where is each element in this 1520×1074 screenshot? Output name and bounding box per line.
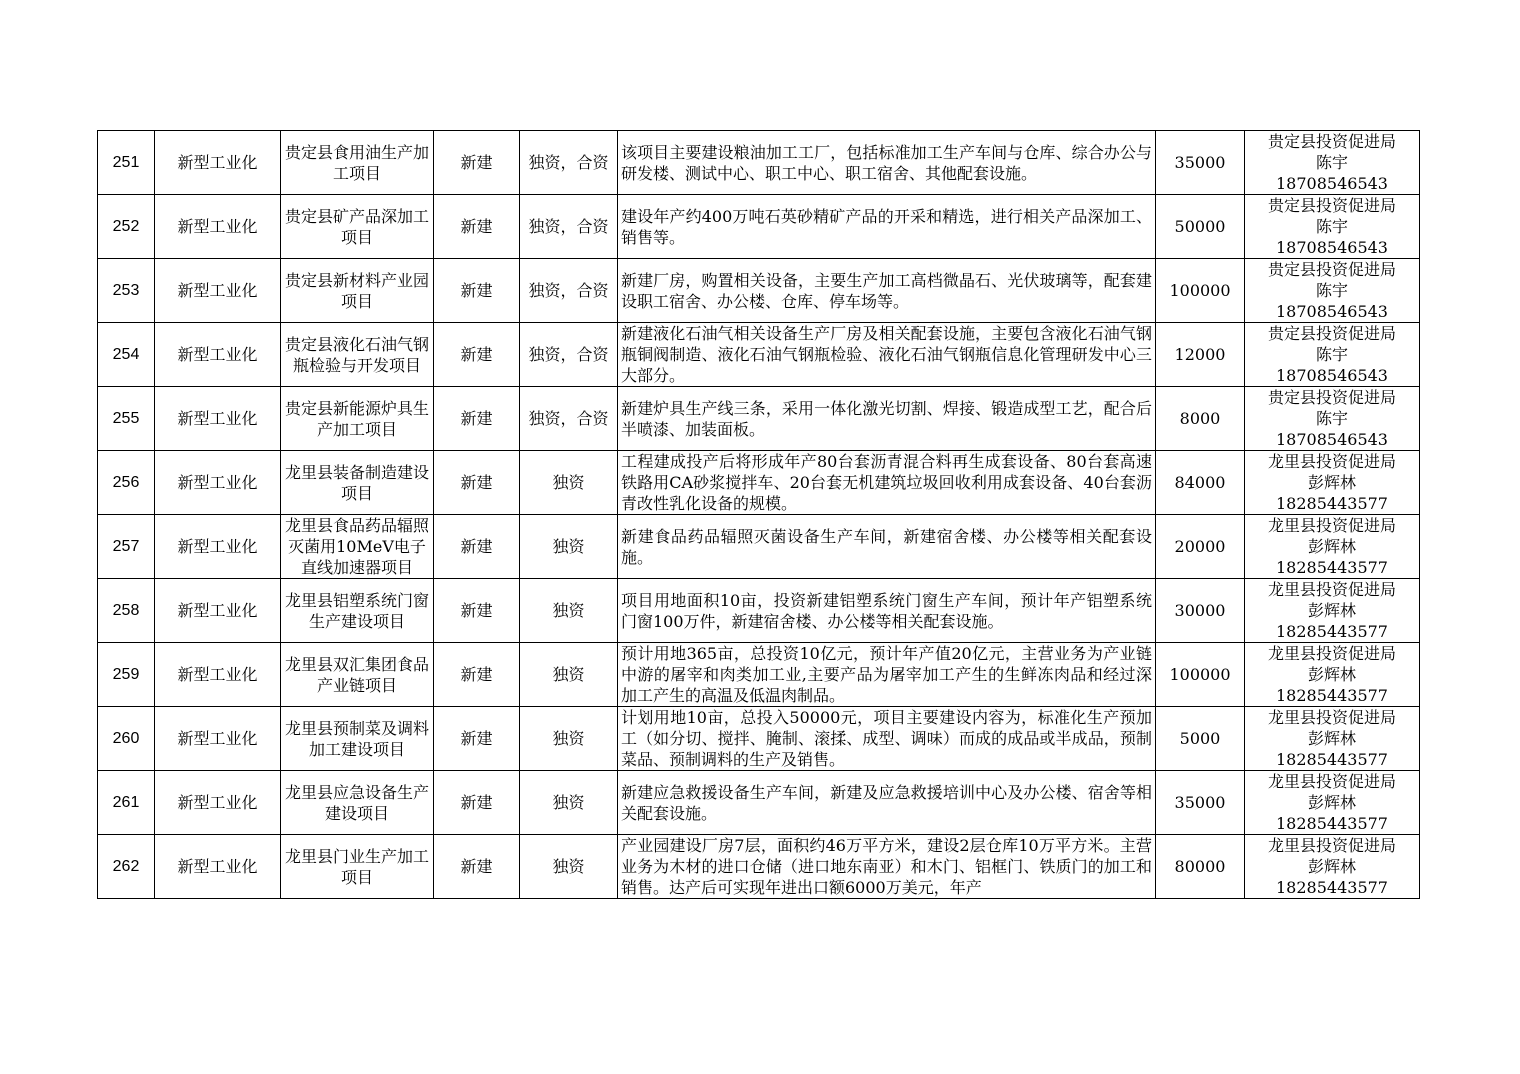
- contact-phone: 18708546543: [1276, 302, 1388, 321]
- table-row: [98, 643, 1420, 707]
- project-table: [97, 130, 1420, 899]
- contact-person: 彭辉林: [1307, 793, 1356, 812]
- row-number: 252: [98, 195, 155, 259]
- row-cooperation-mode: 独资: [520, 643, 618, 707]
- row-category: 新型工业化: [155, 259, 281, 323]
- contact-person: 彭辉林: [1307, 857, 1356, 876]
- row-contact: [1245, 195, 1420, 259]
- row-investment-amount: 30000: [1156, 579, 1245, 643]
- row-project-name: 龙里县门业生产加工项目: [281, 835, 434, 899]
- row-content: 该项目主要建设粮油加工工厂，包括标准加工生产车间与仓库、综合办公与研发楼、测试中心、职工中心、职工宿舍、其他配套设施。: [618, 131, 1156, 195]
- table-row: [98, 451, 1420, 515]
- row-contact: [1245, 451, 1420, 515]
- row-project-name: 龙里县预制菜及调料加工建设项目: [281, 707, 434, 771]
- row-investment-amount: 35000: [1156, 131, 1245, 195]
- row-project-name: 龙里县铝塑系统门窗生产建设项目: [281, 579, 434, 643]
- row-build-type: 新建: [434, 323, 520, 387]
- row-cooperation-mode: 独资，合资: [520, 387, 618, 451]
- row-contact: [1245, 131, 1420, 195]
- row-contact: [1245, 835, 1420, 899]
- row-investment-amount: 8000: [1156, 387, 1245, 451]
- row-content: 建设年产约400万吨石英砂精矿产品的开采和精选，进行相关产品深加工、销售等。: [618, 195, 1156, 259]
- contact-org: 龙里县投资促进局: [1267, 836, 1396, 855]
- contact-org: 贵定县投资促进局: [1267, 132, 1396, 151]
- row-investment-amount: 12000: [1156, 323, 1245, 387]
- row-build-type: 新建: [434, 707, 520, 771]
- contact-org: 龙里县投资促进局: [1267, 644, 1396, 663]
- row-cooperation-mode: 独资: [520, 515, 618, 579]
- row-contact: [1245, 579, 1420, 643]
- contact-person: 陈宇: [1315, 217, 1348, 236]
- contact-org: 龙里县投资促进局: [1267, 516, 1396, 535]
- table-row: [98, 195, 1420, 259]
- row-category: 新型工业化: [155, 707, 281, 771]
- row-build-type: 新建: [434, 771, 520, 835]
- row-contact: [1245, 771, 1420, 835]
- row-build-type: 新建: [434, 579, 520, 643]
- table-row: [98, 579, 1420, 643]
- contact-org: 贵定县投资促进局: [1267, 196, 1396, 215]
- row-content: 新建应急救援设备生产车间，新建及应急救援培训中心及办公楼、宿舍等相关配套设施。: [618, 771, 1156, 835]
- row-cooperation-mode: 独资: [520, 579, 618, 643]
- contact-person: 彭辉林: [1307, 537, 1356, 556]
- row-number: 254: [98, 323, 155, 387]
- contact-org: 龙里县投资促进局: [1267, 452, 1396, 471]
- contact-phone: 18285443577: [1276, 558, 1388, 577]
- contact-org: 贵定县投资促进局: [1267, 324, 1396, 343]
- row-build-type: 新建: [434, 835, 520, 899]
- row-build-type: 新建: [434, 195, 520, 259]
- row-project-name: 龙里县双汇集团食品产业链项目: [281, 643, 434, 707]
- row-number: 260: [98, 707, 155, 771]
- row-content: 项目用地面积10亩，投资新建铝塑系统门窗生产车间，预计年产铝塑系统门窗100万件，新建宿舍楼、办公楼等相关配套设施。: [618, 579, 1156, 643]
- row-investment-amount: 80000: [1156, 835, 1245, 899]
- row-category: 新型工业化: [155, 835, 281, 899]
- table-row: [98, 323, 1420, 387]
- contact-person: 陈宇: [1315, 345, 1348, 364]
- row-cooperation-mode: 独资: [520, 835, 618, 899]
- contact-phone: 18708546543: [1276, 174, 1388, 193]
- row-investment-amount: 100000: [1156, 259, 1245, 323]
- row-investment-amount: 50000: [1156, 195, 1245, 259]
- contact-phone: 18285443577: [1276, 686, 1388, 705]
- row-content: 新建食品药品辐照灭菌设备生产车间，新建宿舍楼、办公楼等相关配套设施。: [618, 515, 1156, 579]
- table-row: [98, 771, 1420, 835]
- row-build-type: 新建: [434, 451, 520, 515]
- row-project-name: 贵定县新材料产业园项目: [281, 259, 434, 323]
- row-number: 261: [98, 771, 155, 835]
- row-category: 新型工业化: [155, 323, 281, 387]
- row-contact: [1245, 707, 1420, 771]
- row-project-name: 龙里县装备制造建设项目: [281, 451, 434, 515]
- row-investment-amount: 20000: [1156, 515, 1245, 579]
- contact-person: 彭辉林: [1307, 665, 1356, 684]
- row-investment-amount: 84000: [1156, 451, 1245, 515]
- row-category: 新型工业化: [155, 643, 281, 707]
- contact-person: 陈宇: [1315, 409, 1348, 428]
- contact-org: 贵定县投资促进局: [1267, 388, 1396, 407]
- row-content: 工程建成投产后将形成年产80台套沥青混合料再生成套设备、80台套高速铁路用CA砂浆搅拌车、20台套无机建筑垃圾回收利用成套设备、40台套沥青改性乳化设备的规模。: [618, 451, 1156, 515]
- contact-phone: 18708546543: [1276, 238, 1388, 257]
- contact-phone: 18285443577: [1276, 878, 1388, 897]
- row-cooperation-mode: 独资，合资: [520, 259, 618, 323]
- table-row: [98, 387, 1420, 451]
- table-row: [98, 707, 1420, 771]
- row-number: 256: [98, 451, 155, 515]
- row-category: 新型工业化: [155, 451, 281, 515]
- contact-phone: 18285443577: [1276, 622, 1388, 641]
- row-category: 新型工业化: [155, 771, 281, 835]
- row-contact: [1245, 259, 1420, 323]
- contact-org: 贵定县投资促进局: [1267, 260, 1396, 279]
- row-number: 259: [98, 643, 155, 707]
- contact-phone: 18708546543: [1276, 366, 1388, 385]
- row-number: 258: [98, 579, 155, 643]
- row-build-type: 新建: [434, 259, 520, 323]
- row-contact: [1245, 387, 1420, 451]
- row-build-type: 新建: [434, 515, 520, 579]
- row-number: 253: [98, 259, 155, 323]
- table-body: [98, 131, 1420, 899]
- contact-person: 彭辉林: [1307, 729, 1356, 748]
- contact-org: 龙里县投资促进局: [1267, 772, 1396, 791]
- row-cooperation-mode: 独资，合资: [520, 131, 618, 195]
- row-project-name: 龙里县应急设备生产建设项目: [281, 771, 434, 835]
- table-row: [98, 835, 1420, 899]
- contact-person: 陈宇: [1315, 281, 1348, 300]
- row-build-type: 新建: [434, 387, 520, 451]
- row-cooperation-mode: 独资: [520, 707, 618, 771]
- contact-org: 龙里县投资促进局: [1267, 708, 1396, 727]
- row-project-name: 贵定县新能源炉具生产加工项目: [281, 387, 434, 451]
- contact-person: 陈宇: [1315, 153, 1348, 172]
- table-row: [98, 131, 1420, 195]
- contact-phone: 18708546543: [1276, 430, 1388, 449]
- row-cooperation-mode: 独资，合资: [520, 323, 618, 387]
- row-contact: [1245, 323, 1420, 387]
- row-project-name: 贵定县食用油生产加工项目: [281, 131, 434, 195]
- row-category: 新型工业化: [155, 195, 281, 259]
- contact-person: 彭辉林: [1307, 601, 1356, 620]
- contact-phone: 18285443577: [1276, 494, 1388, 513]
- row-contact: [1245, 643, 1420, 707]
- row-content: 计划用地10亩，总投入50000元，项目主要建设内容为，标准化生产预加工（如分切、搅拌、腌制、滚揉、成型、调味）而成的成品或半成品，预制菜品、预制调料的生产及销售。: [618, 707, 1156, 771]
- row-category: 新型工业化: [155, 131, 281, 195]
- row-category: 新型工业化: [155, 387, 281, 451]
- row-content: 新建厂房，购置相关设备，主要生产加工高档微晶石、光伏玻璃等，配套建设职工宿舍、办公楼、仓库、停车场等。: [618, 259, 1156, 323]
- table-row: [98, 515, 1420, 579]
- row-number: 255: [98, 387, 155, 451]
- row-cooperation-mode: 独资，合资: [520, 195, 618, 259]
- row-build-type: 新建: [434, 643, 520, 707]
- contact-phone: 18285443577: [1276, 750, 1388, 769]
- row-investment-amount: 100000: [1156, 643, 1245, 707]
- row-contact: [1245, 515, 1420, 579]
- row-investment-amount: 5000: [1156, 707, 1245, 771]
- row-cooperation-mode: 独资: [520, 451, 618, 515]
- row-category: 新型工业化: [155, 515, 281, 579]
- row-content: 预计用地365亩，总投资10亿元，预计年产值20亿元，主营业务为产业链中游的屠宰和肉类加工业,主要产品为屠宰加工产生的生鲜冻肉品和经过深加工产生的高温及低温肉制品。: [618, 643, 1156, 707]
- row-number: 251: [98, 131, 155, 195]
- row-content: 产业园建设厂房7层，面积约46万平方米，建设2层仓库10万平方米。主营业务为木材的进口仓储（进口地东南亚）和木门、铝框门、铁质门的加工和销售。达产后可实现年进出口额6000万美元，年产: [618, 835, 1156, 899]
- contact-person: 彭辉林: [1307, 473, 1356, 492]
- row-number: 262: [98, 835, 155, 899]
- row-number: 257: [98, 515, 155, 579]
- row-project-name: 贵定县矿产品深加工项目: [281, 195, 434, 259]
- row-investment-amount: 35000: [1156, 771, 1245, 835]
- contact-phone: 18285443577: [1276, 814, 1388, 833]
- table-row: [98, 259, 1420, 323]
- row-cooperation-mode: 独资: [520, 771, 618, 835]
- row-build-type: 新建: [434, 131, 520, 195]
- row-category: 新型工业化: [155, 579, 281, 643]
- contact-org: 龙里县投资促进局: [1267, 580, 1396, 599]
- row-project-name: 龙里县食品药品辐照灭菌用10MeV电子直线加速器项目: [281, 515, 434, 579]
- row-content: 新建炉具生产线三条，采用一体化激光切割、焊接、锻造成型工艺，配合后半喷漆、加装面板。: [618, 387, 1156, 451]
- row-content: 新建液化石油气相关设备生产厂房及相关配套设施，主要包含液化石油气钢瓶铜阀制造、液化石油气钢瓶检验、液化石油气钢瓶信息化管理研发中心三大部分。: [618, 323, 1156, 387]
- row-project-name: 贵定县液化石油气钢瓶检验与开发项目: [281, 323, 434, 387]
